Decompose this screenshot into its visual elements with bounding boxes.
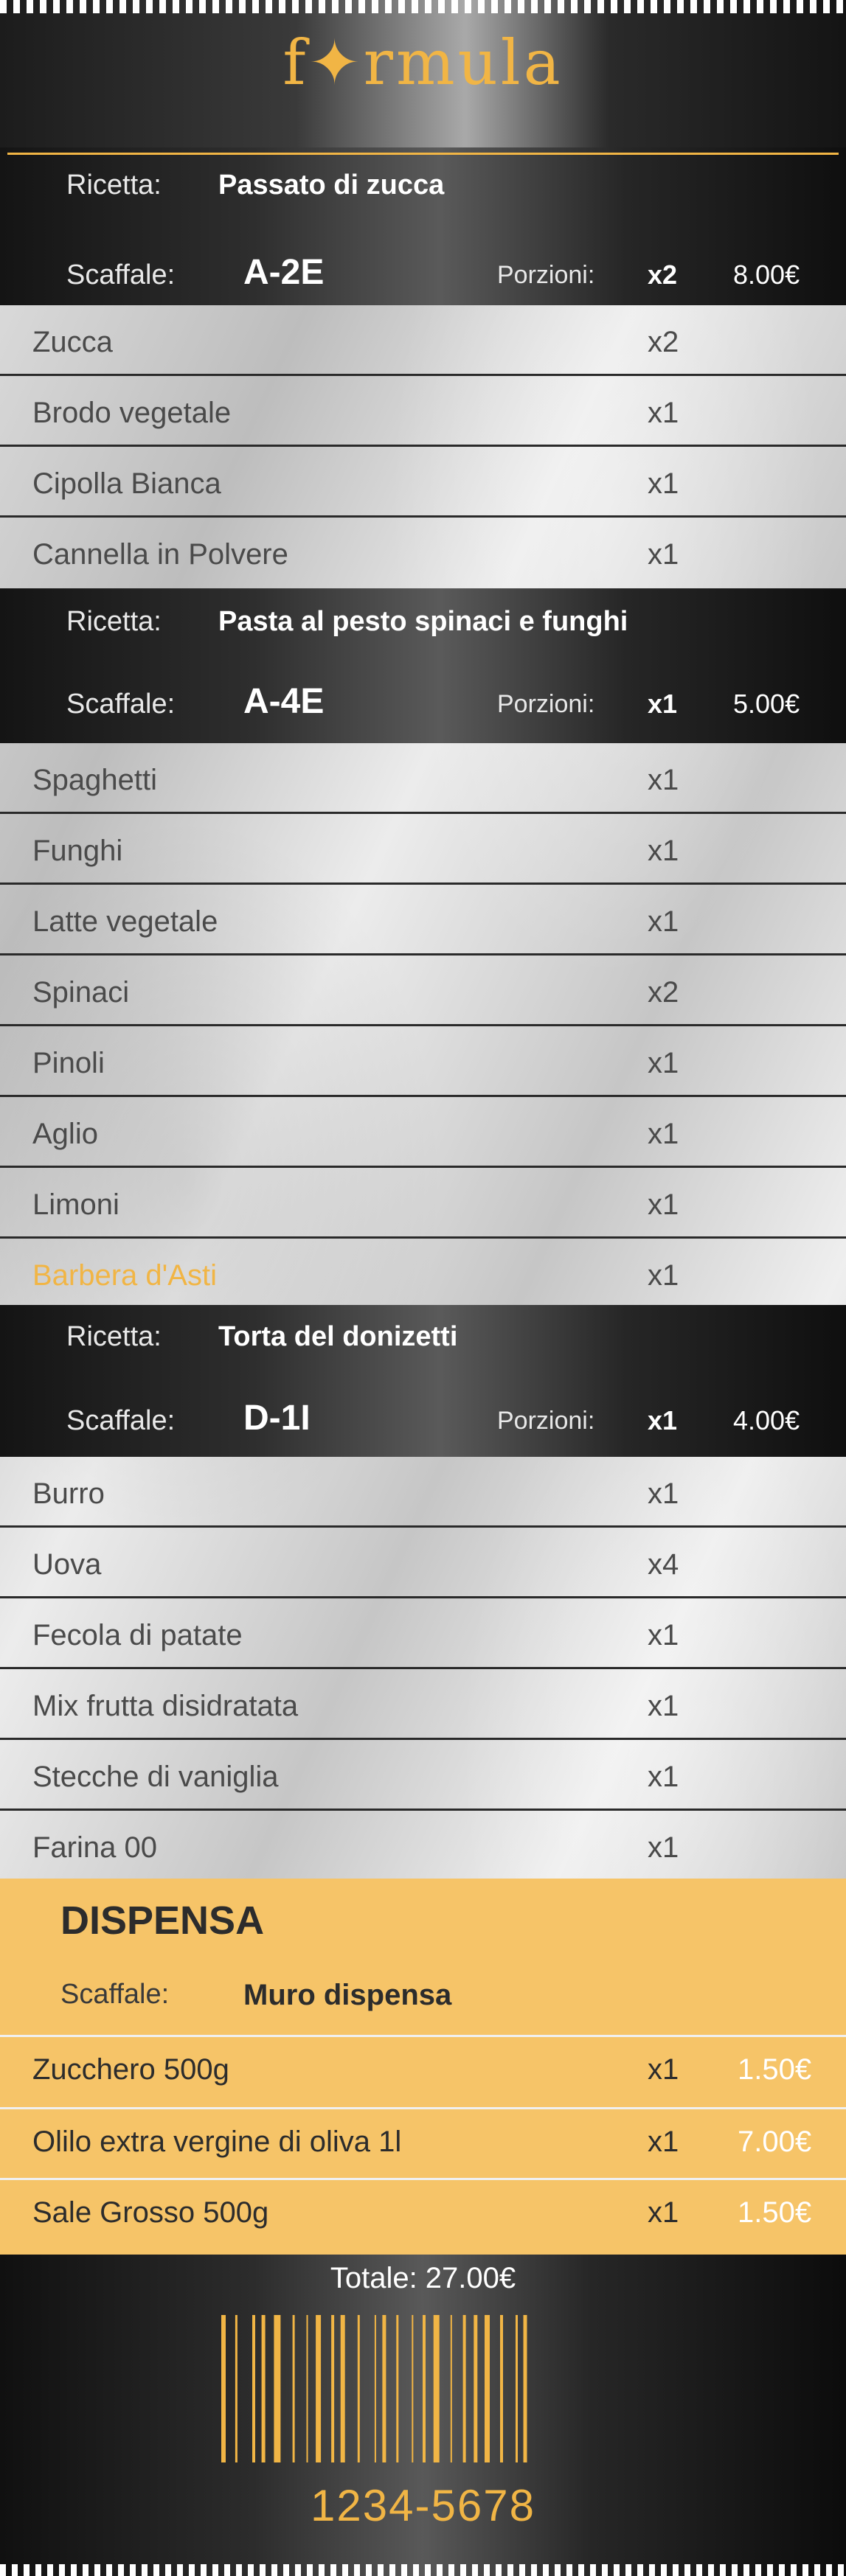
torn-edge-bottom [0, 2564, 846, 2576]
pantry-item-qty: x1 [648, 2053, 679, 2086]
pantry-item-name: Zucchero 500g [32, 2053, 229, 2086]
ingredient-name: Aglio [32, 1118, 98, 1150]
recipe-label: Ricetta: [66, 1321, 162, 1352]
pantry-shelf-label: Scaffale: [60, 1979, 170, 2010]
pantry-item-qty: x1 [648, 2196, 679, 2229]
portions-label: Porzioni: [497, 1407, 595, 1435]
pantry-item-price: 7.00€ [738, 2126, 812, 2158]
recipe-label: Ricetta: [66, 606, 162, 637]
ingredient-name: Cannella in Polvere [32, 538, 288, 571]
recipe-header [0, 1305, 846, 1457]
ingredient-row [0, 1168, 846, 1239]
ingredient-row [0, 1026, 846, 1097]
ingredient-qty: x1 [648, 538, 679, 571]
ingredient-row [0, 518, 846, 588]
ingredient-name: Funghi [32, 835, 123, 867]
ingredient-row [0, 814, 846, 885]
ingredient-name: Pinoli [32, 1047, 105, 1079]
pantry-item-name: Olilo extra vergine di oliva 1l [32, 2126, 402, 2158]
ingredient-qty: x1 [648, 835, 679, 867]
pantry-row [0, 2035, 846, 2097]
ingredient-name: Brodo vegetale [32, 397, 232, 429]
shelf-code: D-1I [243, 1399, 311, 1438]
recipe-price: 5.00€ [733, 689, 800, 719]
portions-count: x2 [648, 260, 678, 290]
recipe-price: 4.00€ [733, 1405, 800, 1435]
barcode-number: 1234-5678 [311, 2481, 535, 2530]
ingredient-name: Spinaci [32, 976, 130, 1009]
ingredient-row [0, 376, 846, 447]
ingredient-name: Stecche di vaniglia [32, 1761, 279, 1793]
ingredient-row [0, 305, 846, 376]
recipe-title: Pasta al pesto spinaci e funghi [218, 606, 628, 637]
ingredient-qty: x1 [648, 397, 679, 429]
pantry-shelf: Muro dispensa [243, 1979, 452, 2011]
recipe-label: Ricetta: [66, 170, 162, 201]
ingredient-name: Fecola di patate [32, 1619, 243, 1651]
pantry-title: DISPENSA [60, 1898, 265, 1943]
ingredient-row [0, 1740, 846, 1811]
ingredient-qty: x1 [648, 1477, 679, 1510]
ingredient-row [0, 1239, 846, 1309]
pantry-row [0, 2178, 846, 2240]
portions-count: x1 [648, 1405, 678, 1435]
ingredient-qty: x1 [648, 905, 679, 938]
ingredient-qty: x1 [648, 1831, 679, 1864]
ingredient-qty: x1 [648, 467, 679, 500]
recipe-title: Torta del donizetti [218, 1321, 458, 1352]
ingredient-qty: x1 [648, 1619, 679, 1651]
total-amount: Totale: 27.00€ [330, 2262, 516, 2294]
ingredient-row [0, 1811, 846, 1879]
pantry-item-price: 1.50€ [738, 2196, 812, 2229]
ingredient-name: Limoni [32, 1188, 119, 1221]
recipe-header [0, 147, 846, 305]
recipe-title: Passato di zucca [218, 170, 445, 201]
ingredient-qty: x1 [648, 1047, 679, 1079]
ingredient-name: Mix frutta disidratata [32, 1690, 299, 1722]
ingredient-qty: x1 [648, 1259, 679, 1292]
ingredient-name: Barbera d'Asti [32, 1259, 217, 1292]
recipe-price: 8.00€ [733, 260, 800, 290]
ingredient-name: Farina 00 [32, 1831, 157, 1864]
portions-label: Porzioni: [497, 261, 595, 289]
ingredient-name: Cipolla Bianca [32, 467, 221, 500]
ingredient-row [0, 743, 846, 814]
ingredient-qty: x1 [648, 1690, 679, 1722]
shelf-label: Scaffale: [66, 1405, 176, 1436]
header-divider [7, 153, 839, 155]
shelf-label: Scaffale: [66, 689, 176, 720]
ingredient-name: Zucca [32, 326, 113, 358]
ingredient-qty: x2 [648, 326, 679, 358]
ingredient-row [0, 1097, 846, 1168]
ingredient-row [0, 1669, 846, 1740]
ingredient-qty: x1 [648, 764, 679, 796]
ingredient-name: Spaghetti [32, 764, 158, 796]
ingredient-qty: x1 [648, 1118, 679, 1150]
portions-label: Porzioni: [497, 690, 595, 718]
ingredient-row [0, 1528, 846, 1598]
ingredient-name: Latte vegetale [32, 905, 218, 938]
ingredient-qty: x1 [648, 1188, 679, 1221]
ingredient-qty: x2 [648, 976, 679, 1009]
ingredient-qty: x1 [648, 1761, 679, 1793]
ingredient-row [0, 955, 846, 1026]
ingredient-row [0, 885, 846, 955]
brand-logo: f✦rmula [282, 27, 564, 99]
pantry-item-price: 1.50€ [738, 2053, 812, 2086]
ingredient-qty: x4 [648, 1548, 679, 1581]
torn-edge-top [0, 0, 846, 13]
ingredient-name: Burro [32, 1477, 105, 1510]
portions-count: x1 [648, 689, 678, 719]
ingredient-row [0, 447, 846, 518]
shelf-code: A-4E [243, 682, 325, 721]
shelf-code: A-2E [243, 253, 325, 292]
ingredient-row [0, 1457, 846, 1528]
pantry-item-name: Sale Grosso 500g [32, 2196, 269, 2229]
recipe-header [0, 588, 846, 743]
barcode-icon [221, 2315, 642, 2462]
shelf-label: Scaffale: [66, 260, 176, 290]
pantry-row [0, 2107, 846, 2169]
ingredient-name: Uova [32, 1548, 102, 1581]
pantry-item-qty: x1 [648, 2126, 679, 2158]
ingredient-row [0, 1598, 846, 1669]
